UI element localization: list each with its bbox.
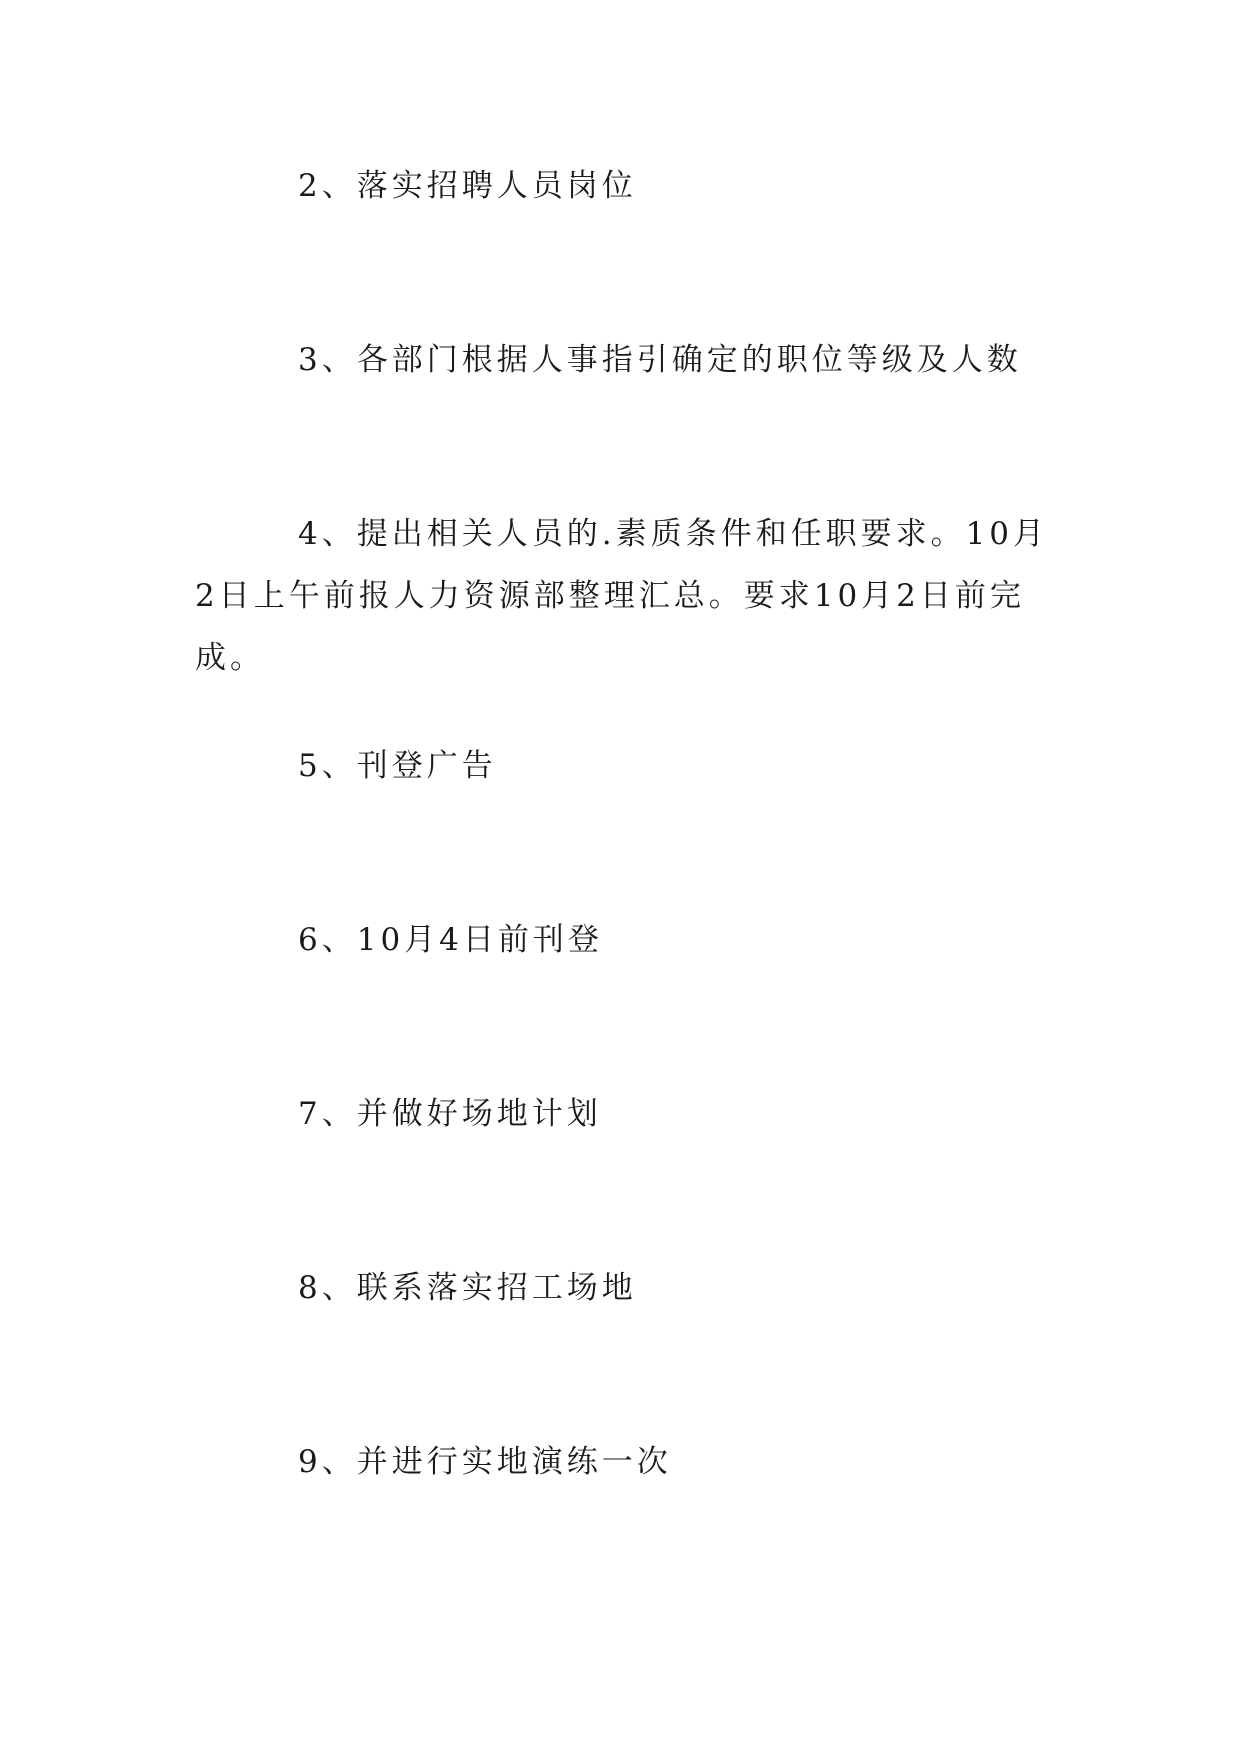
paragraph-item-6: 6、10月4日前刊登 [298, 922, 603, 958]
paragraph-item-3: 3、各部门根据人事指引确定的职位等级及人数 [298, 342, 1022, 378]
paragraph-item-7: 7、并做好场地计划 [298, 1096, 602, 1132]
paragraph-item-8: 8、联系落实招工场地 [298, 1270, 637, 1306]
paragraph-item-2: 2、落实招聘人员岗位 [298, 168, 637, 204]
paragraph-item-5: 5、刊登广告 [298, 748, 497, 784]
paragraph-item-4: 4、提出相关人员的.素质条件和任职要求。10月2日上午前报人力资源部整理汇总。要求10月2日前完成。 [195, 516, 1049, 676]
paragraph-item-9: 9、并进行实地演练一次 [298, 1444, 672, 1480]
